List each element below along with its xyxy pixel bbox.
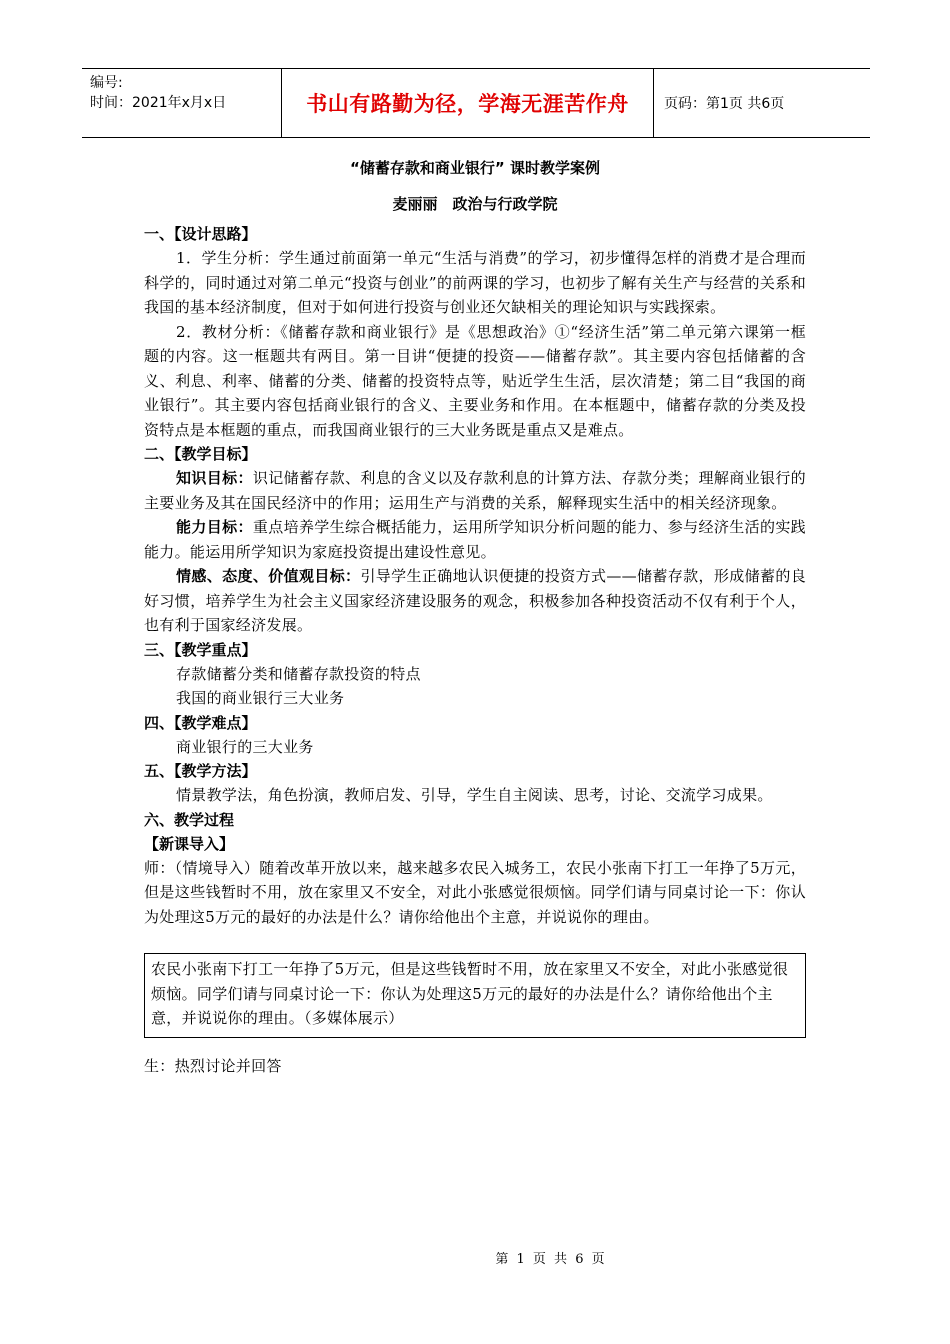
header-motto: 书山有路勤为径，学海无涯苦作舟 — [281, 69, 654, 137]
header-meta — [82, 69, 281, 137]
number-label: 编号: — [90, 75, 123, 91]
section-heading-design: 一、【设计思路】 — [144, 225, 257, 243]
page-header — [82, 68, 870, 138]
section-heading-goals: 二、【教学目标】 — [144, 445, 257, 463]
document-title: “储蓄存款和商业银行” 课时教学案例 — [350, 159, 600, 177]
knowledge-goal-label: 知识目标： — [176, 469, 253, 487]
time-label: 时间：2021年x月x日 — [90, 95, 227, 111]
header-page-info: 页码：第1页 共6页 — [664, 96, 785, 112]
page-footer: 第 1 页 共 6 页 — [495, 1252, 607, 1267]
paragraph-student-response: 生：热烈讨论并回答 — [144, 1056, 282, 1075]
key-point-item: 存款储蓄分类和储蓄存款投资的特点 — [176, 664, 421, 683]
paragraph-ability-goal — [144, 515, 806, 564]
section-heading-difficulties: 四、【教学难点】 — [144, 713, 257, 732]
knowledge-goal-text: 识记储蓄存款、利息的含义以及存款利息的计算方法、存款分类；理解商业银行的主要业务及其在国民经济中的作用；运用生产与消费的关系，解释现实生活中的相关经济现象。 — [144, 469, 806, 512]
difficulty-item: 商业银行的三大业务 — [176, 737, 314, 756]
section-heading-key-points: 三、【教学重点】 — [144, 640, 257, 659]
section-heading-process: 六、教学过程 — [144, 810, 235, 829]
key-point-item: 我国的商业银行三大业务 — [176, 689, 345, 707]
paragraph-emotion-goal — [144, 564, 806, 638]
document-author: 麦丽丽 政治与行政学院 — [392, 195, 558, 213]
paragraph-teacher-intro: 师：（情境导入）随着改革开放以来，越来越多农民入城务工，农民小张南下打工一年挣了5万元，但是这些钱暂时不用，放在家里又不安全，对此小张感觉很烦恼。同学们请与同桌讨论一下：你认为处理这5万元的最好的办法是什么？请你给他出个主意，并说说你的理由。 — [144, 858, 806, 926]
subsection-heading-intro: 【新课导入】 — [144, 834, 235, 853]
paragraph-material-analysis: 2．教材分析：《储蓄存款和商业银行》是《思想政治》①“经济生活”第二单元第六课第一框题的内容。这一框题共有两目。第一目讲“便捷的投资——储蓄存款”。其主要内容包括储蓄的含义、利息、利率、储蓄的分类、储蓄的投资特点等，贴近学生生活，层次清楚；第二目“我国的商业银行”。其主要内容包括商业银行的含义、主要业务和作用。在本框题中，储蓄存款的分类及投资特点是本框题的重点，而我国商业银行的三大业务既是重点又是难点。 — [144, 322, 806, 439]
section-heading-methods: 五、【教学方法】 — [144, 762, 257, 780]
document-body — [144, 158, 806, 1078]
ability-goal-label: 能力目标： — [176, 518, 253, 536]
paragraph-methods: 情景教学法，角色扮演，教师启发、引导，学生自主阅读、思考，讨论、交流学习成果。 — [176, 786, 773, 804]
emotion-goal-text: 引导学生正确地认识便捷的投资方式——储蓄存款，形成储蓄的良好习惯，培养学生为社会主义国家经济建设服务的观念，积极参加各种投资活动不仅有利于个人，也有利于国家经济发展。 — [144, 567, 807, 634]
scenario-box: 农民小张南下打工一年挣了5万元，但是这些钱暂时不用，放在家里又不安全，对此小张感觉很烦恼。同学们请与同桌讨论一下：你认为处理这5万元的最好的办法是什么？请你给他出个主意，并说说你的理由。（多媒体展示） — [144, 953, 806, 1038]
paragraph-knowledge-goal — [144, 466, 806, 515]
emotion-goal-label: 情感、态度、价值观目标： — [176, 567, 361, 585]
ability-goal-text: 重点培养学生综合概括能力，运用所学知识分析问题的能力、参与经济生活的实践能力。能运用所学知识为家庭投资提出建设性意见。 — [144, 518, 806, 561]
paragraph-student-analysis: 1．学生分析：学生通过前面第一单元“生活与消费”的学习，初步懂得怎样的消费才是合理而科学的，同时通过对第二单元“投资与创业”的前两课的学习，也初步了解有关生产与经营的关系和我国的基本经济制度，但对于如何进行投资与创业还欠缺相关的理论知识与实践探索。 — [144, 249, 806, 316]
